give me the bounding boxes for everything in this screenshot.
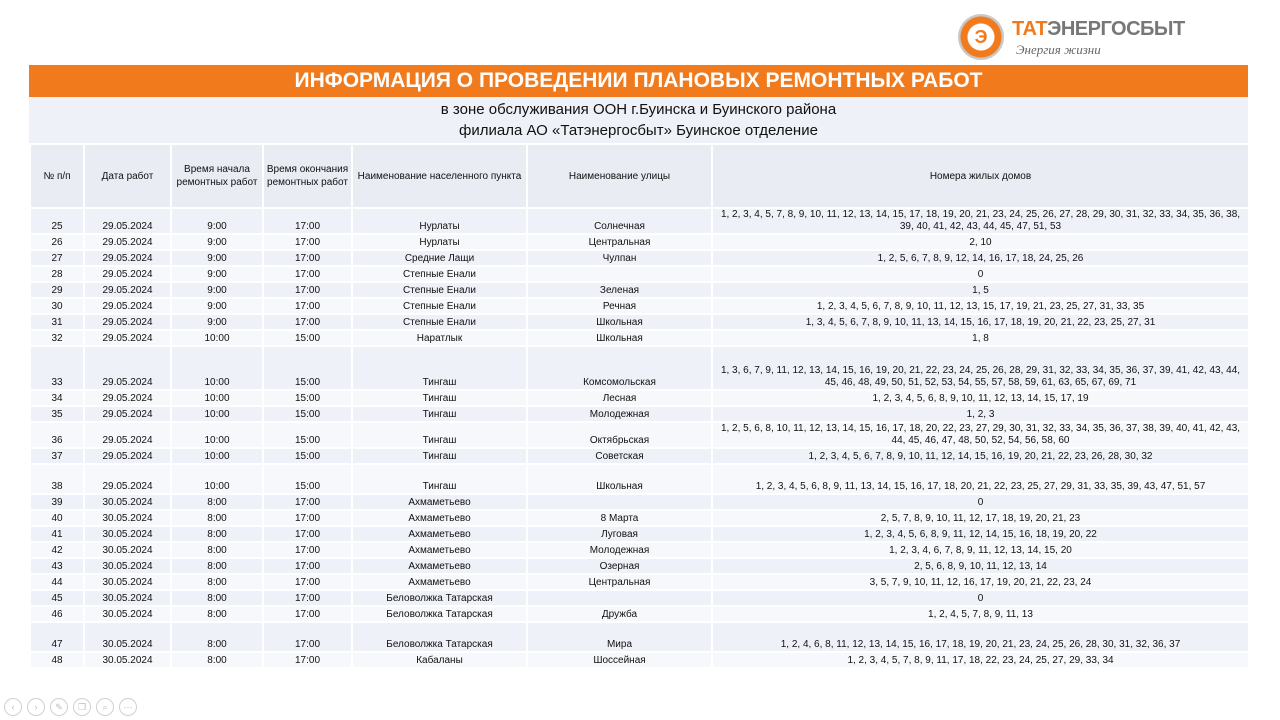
cell-locality: Ахмаметьево [352,526,527,542]
cell-houses: 2, 5, 7, 8, 9, 10, 11, 12, 17, 18, 19, 20, 21, 23 [712,510,1249,526]
cell-end-time: 17:00 [263,606,352,622]
cell-date: 30.05.2024 [84,558,171,574]
cell-end-time: 15:00 [263,448,352,464]
col-header-end-time: Время окончания ремонтных работ [263,144,352,208]
cell-number: 42 [30,542,84,558]
cell-street: Шоссейная [527,652,712,668]
cell-start-time: 9:00 [171,234,263,250]
cell-date: 30.05.2024 [84,526,171,542]
cell-date: 29.05.2024 [84,448,171,464]
zoom-icon[interactable]: ⌕ [96,698,114,716]
cell-start-time: 8:00 [171,574,263,590]
table-header-row [30,144,1249,208]
cell-end-time: 15:00 [263,422,352,448]
logo-name: ТАТЭНЕРГОСБЫТ [1012,18,1185,40]
subtitle-line-1: в зоне обслуживания ООН г.Буинска и Буинского района [440,101,837,118]
table-row [30,542,1249,558]
logo-mark-icon: Э [958,14,1004,60]
cell-start-time: 10:00 [171,448,263,464]
cell-houses: 1, 2, 3, 4, 5, 6, 8, 9, 10, 11, 12, 13, 14, 15, 17, 19 [712,390,1249,406]
col-header-street: Наименование улицы [527,144,712,208]
cell-end-time: 17:00 [263,234,352,250]
cell-street: Школьная [527,314,712,330]
cell-end-time: 17:00 [263,558,352,574]
cell-date: 30.05.2024 [84,542,171,558]
cell-date: 29.05.2024 [84,208,171,234]
cell-locality: Степные Енали [352,282,527,298]
cell-number: 27 [30,250,84,266]
cell-number: 28 [30,266,84,282]
cell-locality: Нурлаты [352,234,527,250]
cell-houses: 1, 2, 5, 6, 7, 8, 9, 12, 14, 16, 17, 18, 24, 25, 26 [712,250,1249,266]
cell-locality: Тингаш [352,346,527,390]
cell-number: 31 [30,314,84,330]
cell-end-time: 17:00 [263,652,352,668]
cell-end-time: 17:00 [263,494,352,510]
cell-street: Лесная [527,390,712,406]
cell-houses: 1, 2, 3, 4, 5, 6, 7, 8, 9, 10, 11, 12, 14, 15, 16, 19, 20, 21, 22, 23, 26, 28, 30, 32 [712,448,1249,464]
cell-start-time: 10:00 [171,390,263,406]
cell-number: 32 [30,330,84,346]
cell-number: 43 [30,558,84,574]
cell-date: 29.05.2024 [84,390,171,406]
cell-houses: 3, 5, 7, 9, 10, 11, 12, 16, 17, 19, 20, 21, 22, 23, 24 [712,574,1249,590]
cell-locality: Кабаланы [352,652,527,668]
cell-locality: Тингаш [352,448,527,464]
cell-end-time: 15:00 [263,346,352,390]
cell-locality: Степные Енали [352,314,527,330]
cell-start-time: 8:00 [171,494,263,510]
cell-houses: 0 [712,590,1249,606]
cell-date: 29.05.2024 [84,282,171,298]
cell-street: Мира [527,622,712,652]
table-row [30,250,1249,266]
cell-number: 44 [30,574,84,590]
cell-street: Октябрьская [527,422,712,448]
table-row [30,330,1249,346]
cell-locality: Тингаш [352,422,527,448]
table-row [30,464,1249,494]
cell-start-time: 10:00 [171,330,263,346]
cell-number: 33 [30,346,84,390]
cell-start-time: 8:00 [171,558,263,574]
cell-street: Советская [527,448,712,464]
table-row [30,234,1249,250]
cell-houses: 0 [712,266,1249,282]
cell-houses: 1, 2, 3, 4, 5, 7, 8, 9, 10, 11, 12, 13, 14, 15, 17, 18, 19, 20, 21, 23, 24, 25, 26, 27, 28, 29, 30, 31, 32, 33, 34, 35, 36, 38, 39, 40, 41, 42, 43, 44, 45, 47, 51, 53 [712,208,1249,234]
cell-locality: Тингаш [352,390,527,406]
cell-houses: 1, 2, 3, 4, 5, 6, 7, 8, 9, 10, 11, 12, 13, 15, 17, 19, 21, 23, 25, 27, 31, 33, 35 [712,298,1249,314]
cell-start-time: 8:00 [171,590,263,606]
cell-street: Школьная [527,464,712,494]
page-subtitle [29,97,1248,143]
cell-locality: Степные Енали [352,266,527,282]
cell-street: Молодежная [527,406,712,422]
cell-start-time: 10:00 [171,346,263,390]
cell-locality: Беловолжка Татарская [352,622,527,652]
cell-start-time: 8:00 [171,606,263,622]
cell-street: Центральная [527,234,712,250]
cell-street: Солнечная [527,208,712,234]
cell-end-time: 17:00 [263,266,352,282]
cell-number: 34 [30,390,84,406]
cell-number: 25 [30,208,84,234]
cell-end-time: 17:00 [263,590,352,606]
cell-date: 30.05.2024 [84,622,171,652]
cell-date: 29.05.2024 [84,346,171,390]
table-row [30,606,1249,622]
col-header-houses: Номера жилых домов [712,144,1249,208]
cell-houses: 2, 5, 6, 8, 9, 10, 11, 12, 13, 14 [712,558,1249,574]
cell-end-time: 17:00 [263,574,352,590]
company-logo [958,14,1198,60]
cell-number: 47 [30,622,84,652]
cell-houses: 1, 2, 4, 5, 7, 8, 9, 11, 13 [712,606,1249,622]
cell-end-time: 17:00 [263,510,352,526]
cell-date: 30.05.2024 [84,606,171,622]
cell-start-time: 9:00 [171,298,263,314]
table-row [30,526,1249,542]
page-title: ИНФОРМАЦИЯ О ПРОВЕДЕНИИ ПЛАНОВЫХ РЕМОНТНЫХ РАБОТ [29,65,1248,97]
cell-number: 35 [30,406,84,422]
cell-date: 29.05.2024 [84,298,171,314]
cell-street: Школьная [527,330,712,346]
cell-date: 29.05.2024 [84,330,171,346]
cell-start-time: 9:00 [171,314,263,330]
pen-icon[interactable]: ✎ [50,698,68,716]
cell-locality: Нурлаты [352,208,527,234]
prev-icon[interactable]: ‹ [4,698,22,716]
cell-start-time: 8:00 [171,652,263,668]
cell-houses: 2, 10 [712,234,1249,250]
cell-number: 41 [30,526,84,542]
cell-houses: 1, 3, 6, 7, 9, 11, 12, 13, 14, 15, 16, 19, 20, 21, 22, 23, 24, 25, 26, 28, 29, 31, 32, 33, 34, 35, 36, 37, 39, 41, 42, 43, 44, 45, 46, 48, 49, 50, 51, 52, 53, 54, 55, 57, 58, 59, 61, 63, 65, 67, 69, 71 [712,346,1249,390]
cell-locality: Средние Лащи [352,250,527,266]
cell-houses: 1, 3, 4, 5, 6, 7, 8, 9, 10, 11, 13, 14, 15, 16, 17, 18, 19, 20, 21, 22, 23, 25, 27, 31 [712,314,1249,330]
cell-date: 29.05.2024 [84,406,171,422]
cell-number: 46 [30,606,84,622]
cell-end-time: 17:00 [263,542,352,558]
cell-locality: Беловолжка Татарская [352,590,527,606]
cell-end-time: 15:00 [263,390,352,406]
cell-start-time: 10:00 [171,406,263,422]
cell-date: 30.05.2024 [84,652,171,668]
cell-date: 30.05.2024 [84,494,171,510]
cell-houses: 1, 2, 3, 4, 5, 7, 8, 9, 11, 17, 18, 22, 23, 24, 25, 27, 29, 33, 34 [712,652,1249,668]
cell-end-time: 15:00 [263,406,352,422]
cell-start-time: 10:00 [171,464,263,494]
table-row [30,282,1249,298]
cell-end-time: 15:00 [263,330,352,346]
cell-street [527,590,712,606]
cell-locality: Беловолжка Татарская [352,606,527,622]
cell-locality: Тингаш [352,406,527,422]
cell-start-time: 8:00 [171,526,263,542]
table-row [30,510,1249,526]
logo-slogan: Энергия жизни [1016,42,1101,57]
table-row [30,574,1249,590]
cell-houses: 1, 2, 5, 6, 8, 10, 11, 12, 13, 14, 15, 16, 17, 18, 20, 22, 23, 27, 29, 30, 31, 32, 33, 34, 35, 36, 37, 38, 39, 40, 41, 42, 43, 44, 45, 46, 47, 48, 50, 52, 54, 56, 58, 60 [712,422,1249,448]
cell-date: 30.05.2024 [84,590,171,606]
cell-houses: 1, 2, 4, 6, 8, 11, 12, 13, 14, 15, 16, 17, 18, 19, 20, 21, 23, 24, 25, 26, 28, 30, 31, 32, 36, 37 [712,622,1249,652]
cell-date: 30.05.2024 [84,574,171,590]
cell-date: 29.05.2024 [84,464,171,494]
cell-locality: Ахмаметьево [352,574,527,590]
table-row [30,494,1249,510]
cell-street: Зеленая [527,282,712,298]
cell-houses: 0 [712,494,1249,510]
cell-date: 29.05.2024 [84,234,171,250]
table-row [30,558,1249,574]
cell-number: 38 [30,464,84,494]
table-row [30,298,1249,314]
table-row [30,622,1249,652]
cell-number: 48 [30,652,84,668]
table-row [30,406,1249,422]
cell-houses: 1, 2, 3, 4, 5, 6, 8, 9, 11, 13, 14, 15, 16, 17, 18, 20, 21, 22, 23, 25, 27, 29, 31, 33, 35, 39, 43, 47, 51, 57 [712,464,1249,494]
cell-start-time: 8:00 [171,622,263,652]
cell-street: Дружба [527,606,712,622]
repair-schedule-table [29,143,1250,669]
cell-street: Луговая [527,526,712,542]
slide-nav-toolbar [4,698,142,718]
cell-start-time: 9:00 [171,282,263,298]
cell-locality: Степные Енали [352,298,527,314]
cell-date: 29.05.2024 [84,422,171,448]
cell-date: 29.05.2024 [84,250,171,266]
cell-date: 29.05.2024 [84,266,171,282]
col-header-start-time: Время начала ремонтных работ [171,144,263,208]
cell-number: 39 [30,494,84,510]
cell-street [527,266,712,282]
cell-street: Комсомольская [527,346,712,390]
cell-street: Озерная [527,558,712,574]
cell-end-time: 17:00 [263,208,352,234]
cell-street [527,494,712,510]
cell-date: 30.05.2024 [84,510,171,526]
cell-number: 45 [30,590,84,606]
cell-number: 40 [30,510,84,526]
cell-start-time: 10:00 [171,422,263,448]
table-row [30,390,1249,406]
cell-street: Центральная [527,574,712,590]
cell-locality: Ахмаметьево [352,510,527,526]
cell-houses: 1, 5 [712,282,1249,298]
cell-locality: Ахмаметьево [352,558,527,574]
table-row [30,208,1249,234]
cell-locality: Ахмаметьево [352,542,527,558]
cell-number: 37 [30,448,84,464]
cell-number: 26 [30,234,84,250]
table-row [30,652,1249,668]
col-header-date: Дата работ [84,144,171,208]
cell-houses: 1, 2, 3 [712,406,1249,422]
cell-end-time: 17:00 [263,622,352,652]
cell-end-time: 17:00 [263,298,352,314]
table-row [30,266,1249,282]
cell-end-time: 15:00 [263,464,352,494]
table-row [30,314,1249,330]
cell-end-time: 17:00 [263,526,352,542]
table-row [30,346,1249,390]
cell-locality: Наратлык [352,330,527,346]
cell-start-time: 8:00 [171,510,263,526]
cell-end-time: 17:00 [263,282,352,298]
cell-street: Чулпан [527,250,712,266]
col-header-locality: Наименование населенного пункта [352,144,527,208]
table-row [30,422,1249,448]
cell-end-time: 17:00 [263,314,352,330]
cell-houses: 1, 2, 3, 4, 5, 6, 8, 9, 11, 12, 14, 15, 16, 18, 19, 20, 22 [712,526,1249,542]
cell-number: 30 [30,298,84,314]
cell-start-time: 9:00 [171,208,263,234]
subtitle-line-2: филиала АО «Татэнергосбыт» Буинское отделение [459,122,818,139]
cell-end-time: 17:00 [263,250,352,266]
cell-houses: 1, 8 [712,330,1249,346]
cell-locality: Ахмаметьево [352,494,527,510]
copy-icon[interactable]: ❐ [73,698,91,716]
cell-locality: Тингаш [352,464,527,494]
cell-start-time: 9:00 [171,250,263,266]
cell-start-time: 8:00 [171,542,263,558]
cell-houses: 1, 2, 3, 4, 6, 7, 8, 9, 11, 12, 13, 14, 15, 20 [712,542,1249,558]
cell-start-time: 9:00 [171,266,263,282]
table-row [30,448,1249,464]
cell-date: 29.05.2024 [84,314,171,330]
cell-number: 36 [30,422,84,448]
more-icon[interactable]: ⋯ [119,698,137,716]
cell-number: 29 [30,282,84,298]
col-header-number: № п/п [30,144,84,208]
table-row [30,590,1249,606]
cell-street: 8 Марта [527,510,712,526]
next-icon[interactable]: › [27,698,45,716]
cell-street: Молодежная [527,542,712,558]
cell-street: Речная [527,298,712,314]
